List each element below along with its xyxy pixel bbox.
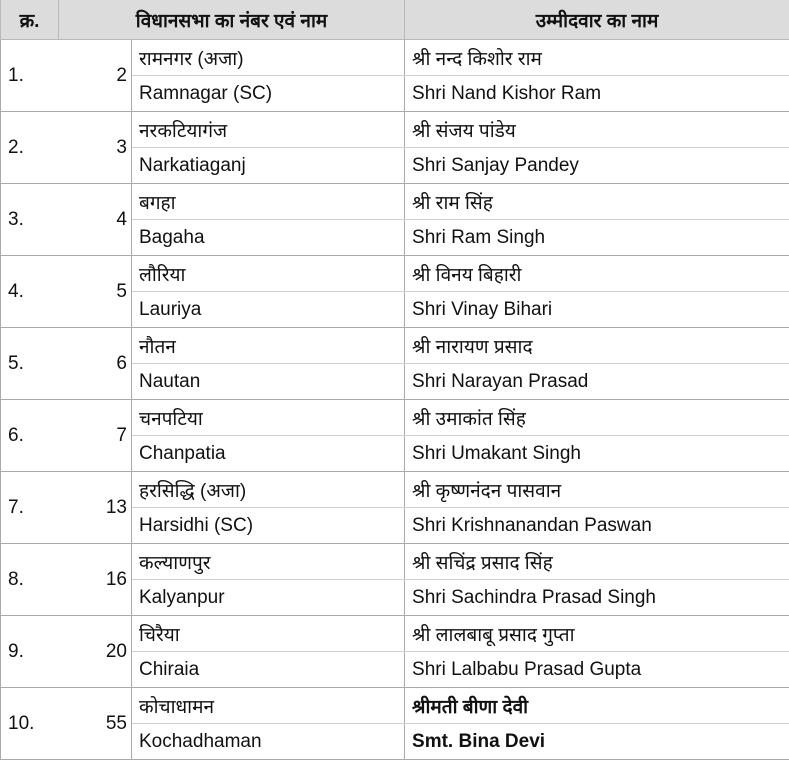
candidate-name-english: Shri Narayan Prasad	[405, 364, 789, 400]
constituency-name-english: Bagaha	[132, 220, 405, 256]
constituency-number: 5	[59, 256, 132, 328]
candidate-name-english: Shri Vinay Bihari	[405, 292, 789, 328]
table-row	[1, 40, 789, 76]
table-row	[1, 400, 789, 436]
constituency-name-hindi: कोचाधामन	[132, 688, 405, 724]
serial-number: 2.	[1, 112, 59, 184]
serial-number: 5.	[1, 328, 59, 400]
table-row	[1, 616, 789, 652]
constituency-number: 3	[59, 112, 132, 184]
serial-number: 10.	[1, 688, 59, 760]
constituency-name-english: Nautan	[132, 364, 405, 400]
candidate-name-english: Shri Sachindra Prasad Singh	[405, 580, 789, 616]
constituency-number: 55	[59, 688, 132, 760]
candidate-name-hindi: श्री संजय पांडेय	[405, 112, 789, 148]
constituency-name-hindi: नरकटियागंज	[132, 112, 405, 148]
candidate-name-hindi: श्री लालबाबू प्रसाद गुप्ता	[405, 616, 789, 652]
constituency-number: 16	[59, 544, 132, 616]
candidate-name-english: Shri Nand Kishor Ram	[405, 76, 789, 112]
constituency-number: 4	[59, 184, 132, 256]
candidate-name-hindi: श्री सचिंद्र प्रसाद सिंह	[405, 544, 789, 580]
header-serial: क्र.	[1, 0, 59, 40]
constituency-number: 6	[59, 328, 132, 400]
constituency-name-english: Kalyanpur	[132, 580, 405, 616]
candidate-name-hindi: श्री विनय बिहारी	[405, 256, 789, 292]
constituency-name-hindi: चिरैया	[132, 616, 405, 652]
candidate-name-hindi: श्री नारायण प्रसाद	[405, 328, 789, 364]
constituency-number: 20	[59, 616, 132, 688]
constituency-name-hindi: रामनगर (अजा)	[132, 40, 405, 76]
header-candidate: उम्मीदवार का नाम	[405, 0, 789, 40]
candidate-name-english: Smt. Bina Devi	[405, 724, 789, 760]
serial-number: 8.	[1, 544, 59, 616]
constituency-name-hindi: लौरिया	[132, 256, 405, 292]
candidate-name-hindi: श्री कृष्णनंदन पासवान	[405, 472, 789, 508]
constituency-name-hindi: नौतन	[132, 328, 405, 364]
candidate-name-hindi: श्री राम सिंह	[405, 184, 789, 220]
constituency-name-hindi: हरसिद्धि (अजा)	[132, 472, 405, 508]
candidate-name-english: Shri Lalbabu Prasad Gupta	[405, 652, 789, 688]
candidate-name-hindi: श्री उमाकांत सिंह	[405, 400, 789, 436]
header-constituency: विधानसभा का नंबर एवं नाम	[59, 0, 405, 40]
table-row	[1, 472, 789, 508]
table-header	[1, 0, 789, 40]
constituency-name-english: Kochadhaman	[132, 724, 405, 760]
candidate-name-hindi: श्री नन्द किशोर राम	[405, 40, 789, 76]
constituency-name-english: Lauriya	[132, 292, 405, 328]
constituency-name-hindi: कल्याणपुर	[132, 544, 405, 580]
table-row	[1, 328, 789, 364]
table-row	[1, 256, 789, 292]
serial-number: 1.	[1, 40, 59, 112]
serial-number: 4.	[1, 256, 59, 328]
constituency-name-hindi: चनपटिया	[132, 400, 405, 436]
table-row	[1, 184, 789, 220]
constituency-name-english: Chiraia	[132, 652, 405, 688]
table-row	[1, 688, 789, 724]
table-body	[1, 40, 789, 760]
constituency-name-english: Ramnagar (SC)	[132, 76, 405, 112]
table-row	[1, 544, 789, 580]
constituency-name-hindi: बगहा	[132, 184, 405, 220]
constituency-number: 7	[59, 400, 132, 472]
candidate-name-english: Shri Umakant Singh	[405, 436, 789, 472]
constituency-number: 2	[59, 40, 132, 112]
candidate-name-hindi: श्रीमती बीणा देवी	[405, 688, 789, 724]
constituency-number: 13	[59, 472, 132, 544]
table-row	[1, 112, 789, 148]
constituency-name-english: Chanpatia	[132, 436, 405, 472]
serial-number: 9.	[1, 616, 59, 688]
constituency-name-english: Harsidhi (SC)	[132, 508, 405, 544]
serial-number: 6.	[1, 400, 59, 472]
candidate-name-english: Shri Sanjay Pandey	[405, 148, 789, 184]
serial-number: 7.	[1, 472, 59, 544]
candidate-name-english: Shri Ram Singh	[405, 220, 789, 256]
candidate-name-english: Shri Krishnanandan Paswan	[405, 508, 789, 544]
constituency-name-english: Narkatiaganj	[132, 148, 405, 184]
serial-number: 3.	[1, 184, 59, 256]
